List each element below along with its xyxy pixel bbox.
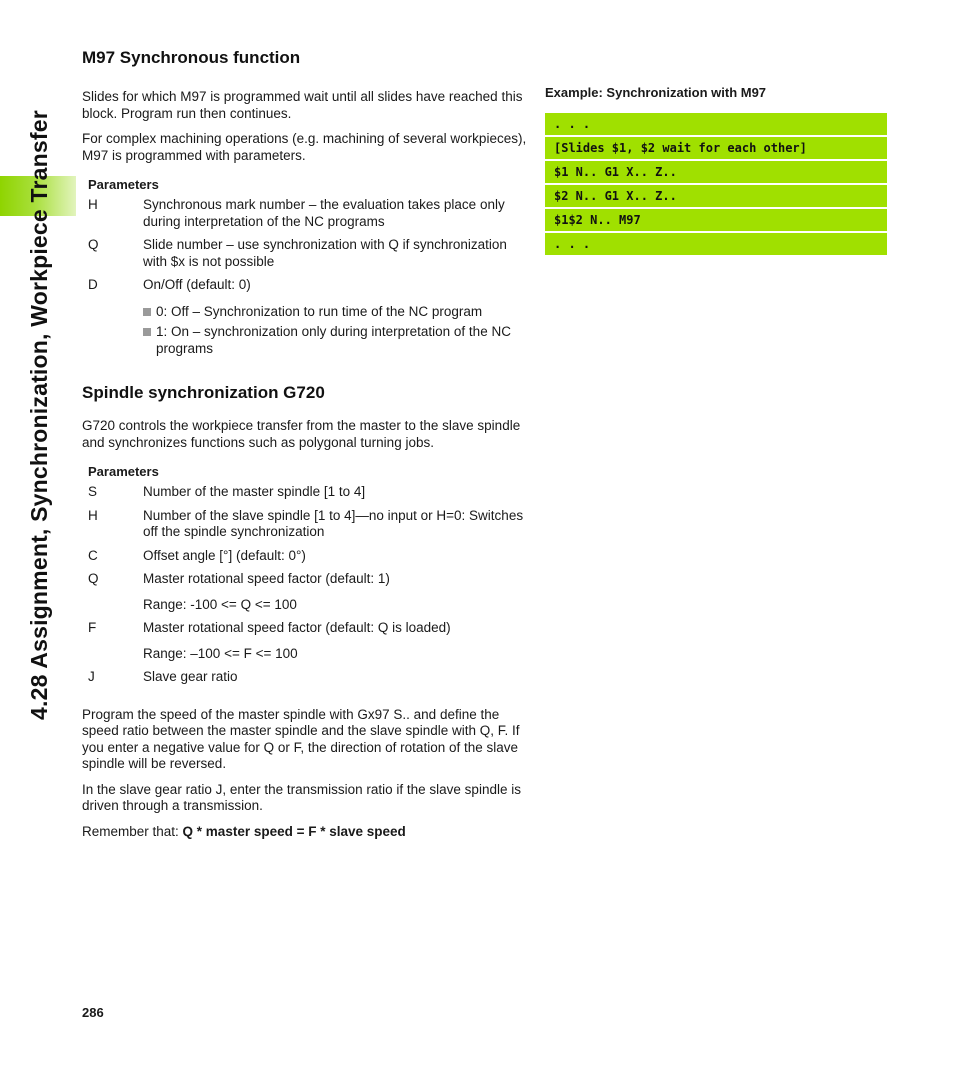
code-line: $1 N.. G1 X.. Z.. [545, 161, 887, 183]
param-key: Q [88, 571, 99, 586]
code-line: . . . [545, 113, 887, 135]
example-title: Example: Synchronization with M97 [545, 85, 767, 100]
param-desc: Range: -100 <= Q <= 100 [143, 596, 297, 612]
param-row [82, 548, 528, 565]
example-column [545, 85, 887, 257]
param-key [82, 597, 143, 614]
remember-formula: Q * master speed = F * slave speed [182, 823, 406, 839]
g720-paragraph-2: Program the speed of the master spindle with Gx97 S.. and define the speed ratio between the master spindle and the slave spindle with Q, F. If you enter a negative value for Q or F, the direction of rotation of the slave spindle will be reversed. [82, 706, 520, 771]
param-key: H [88, 507, 98, 523]
bullet-square-icon [143, 328, 151, 336]
param-row [82, 597, 528, 614]
param-desc: Synchronous mark number – the evaluation takes place only during interpretation of the NC programs [143, 197, 505, 229]
g720-params-heading: Parameters [88, 464, 159, 479]
bullet-item [143, 324, 528, 357]
param-row [82, 620, 528, 637]
bullet-square-icon [143, 308, 151, 316]
param-row [82, 646, 528, 663]
param-key: J [88, 669, 95, 684]
bullet-text: 0: Off – Synchronization to run time of the NC program [156, 303, 483, 319]
param-desc: Range: –100 <= F <= 100 [143, 645, 298, 661]
g720-paragraph-1: G720 controls the workpiece transfer from the master to the slave spindle and synchronizes functions such as polygonal turning jobs. [82, 418, 521, 450]
param-desc: Number of the master spindle [1 to 4] [143, 484, 366, 499]
main-column [82, 48, 528, 840]
param-desc: Slide number – use synchronization with Q if synchronization with $x is not possible [143, 237, 507, 269]
param-desc: Number of the slave spindle [1 to 4]—no input or H=0: Switches off the spindle synchronization [143, 507, 524, 539]
param-row [82, 508, 528, 541]
param-key: Q [88, 237, 99, 252]
m97-paragraph-1: Slides for which M97 is programmed wait until all slides have reached this block. Program run then continues. [82, 89, 523, 121]
g720-paragraph-3: In the slave gear ratio J, enter the transmission ratio if the slave spindle is driven through a transmission. [82, 781, 521, 813]
param-desc: Master rotational speed factor (default: Q is loaded) [143, 620, 451, 635]
remember-note [82, 824, 528, 841]
param-desc: Slave gear ratio [143, 669, 238, 684]
code-line: $1$2 N.. M97 [545, 209, 887, 231]
m97-params-heading: Parameters [88, 177, 159, 192]
bullet-text: 1: On – synchronization only during interpretation of the NC programs [156, 324, 511, 356]
param-key: C [88, 547, 98, 563]
param-row [82, 277, 528, 294]
bullet-item [143, 304, 528, 321]
param-key: S [88, 484, 98, 499]
remember-prefix: Remember that: [82, 823, 183, 839]
param-row [82, 484, 528, 501]
param-key: D [88, 277, 98, 292]
m97-paragraph-2: For complex machining operations (e.g. machining of several workpieces), M97 is programmed with parameters. [82, 131, 527, 163]
param-row [82, 571, 528, 588]
param-row [82, 197, 528, 230]
param-key: H [88, 197, 98, 212]
m97-heading: M97 Synchronous function [82, 48, 301, 67]
g720-heading: Spindle synchronization G720 [82, 383, 325, 402]
param-desc: Master rotational speed factor (default: 1) [143, 571, 390, 586]
code-line: [Slides $1, $2 wait for each other] [545, 137, 887, 159]
page-number: 286 [82, 1005, 104, 1020]
code-line: . . . [545, 233, 887, 255]
param-row [82, 669, 528, 686]
param-key [82, 646, 143, 663]
chapter-side-title: 4.28 Assignment, Synchronization, Workpiece Transfer [26, 110, 52, 720]
param-desc: On/Off (default: 0) [143, 277, 251, 292]
code-line: $2 N.. G1 X.. Z.. [545, 185, 887, 207]
param-desc: Offset angle [°] (default: 0°) [143, 547, 306, 563]
param-key: F [88, 620, 97, 635]
param-row [82, 237, 528, 270]
